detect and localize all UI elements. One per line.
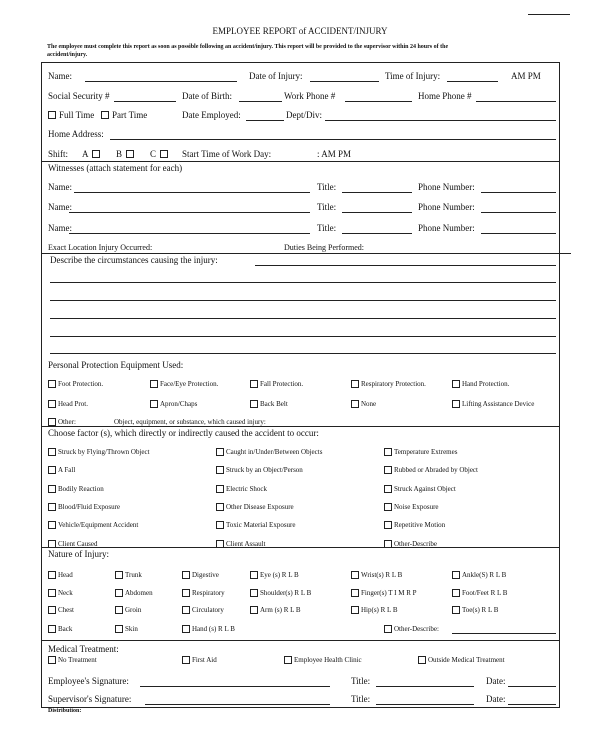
- part-time-label: Part Time: [112, 110, 148, 120]
- factor-label: A Fall: [58, 466, 76, 474]
- medical-heading: Medical Treatment:: [48, 644, 119, 654]
- start-time-ampm: : AM PM: [317, 149, 352, 159]
- home-phone-label: Home Phone #: [418, 91, 472, 101]
- ppe-checkbox[interactable]: [351, 380, 359, 388]
- factor-label: Client Assault: [226, 540, 266, 548]
- employee-title-label: Title:: [351, 676, 371, 686]
- factor-label: Blood/Fluid Exposure: [58, 503, 121, 511]
- ppe-checkbox[interactable]: [150, 380, 158, 388]
- witness-phone-field[interactable]: [481, 192, 556, 193]
- ppe-checkbox[interactable]: [452, 400, 460, 408]
- factor-checkbox[interactable]: [384, 485, 392, 493]
- medical-label: No Treatment: [58, 656, 97, 664]
- factors-heading: Choose factor (s), which directly or indirectly caused the accident to occur:: [48, 428, 319, 438]
- factor-checkbox[interactable]: [384, 448, 392, 456]
- shift-c-checkbox[interactable]: [160, 150, 168, 158]
- work-phone-label: Work Phone #: [284, 91, 336, 101]
- distribution-label: Distribution:: [48, 708, 82, 714]
- describe-label: Describe the circumstances causing the injury:: [50, 255, 218, 265]
- shift-a-checkbox[interactable]: [92, 150, 100, 158]
- ppe-label: Foot Protection.: [58, 380, 104, 388]
- describe-line[interactable]: [50, 336, 556, 337]
- ppe-heading: Personal Protection Equipment Used:: [48, 360, 184, 370]
- factor-checkbox[interactable]: [384, 521, 392, 529]
- injury-label: Foot/Feet R L B: [462, 589, 508, 597]
- time-of-injury-label: Time of Injury:: [385, 71, 441, 81]
- shift-label: Shift:: [48, 149, 69, 159]
- ppe-label: Face/Eye Protection.: [160, 380, 219, 388]
- home-address-label: Home Address:: [48, 129, 104, 139]
- ppe-other-checkbox[interactable]: [48, 418, 56, 426]
- factor-label: Client Caused: [58, 540, 98, 548]
- supervisor-signature-field[interactable]: [145, 704, 330, 705]
- dob-field[interactable]: [239, 101, 282, 102]
- dept-label: Dept/Div:: [286, 110, 322, 120]
- factor-checkbox[interactable]: [216, 540, 224, 548]
- date-of-injury-field[interactable]: [310, 81, 379, 82]
- witness-phone-label: Phone Number:: [418, 182, 475, 192]
- witness-title-label: Title:: [317, 202, 337, 212]
- injury-label: Circulatory: [192, 606, 224, 614]
- factor-label: Temperature Extremes: [394, 448, 458, 456]
- factor-checkbox[interactable]: [48, 521, 56, 529]
- injury-label: Skin: [125, 625, 138, 633]
- factor-label: Bodily Reaction: [58, 485, 104, 493]
- home-phone-field[interactable]: [476, 101, 556, 102]
- witness-phone-field[interactable]: [481, 212, 556, 213]
- ppe-label: Lifting Assistance Device: [462, 400, 535, 408]
- part-time-checkbox[interactable]: [101, 111, 109, 119]
- injury-checkbox[interactable]: [182, 589, 190, 597]
- duties-label: Duties Being Performed:: [284, 243, 364, 252]
- factor-checkbox[interactable]: [384, 466, 392, 474]
- ppe-label: Respiratory Protection.: [361, 380, 426, 388]
- ppe-checkbox[interactable]: [48, 380, 56, 388]
- medical-label: Employee Health Clinic: [294, 656, 362, 664]
- factor-label: Other Disease Exposure: [226, 503, 294, 511]
- witness-phone-label: Phone Number:: [418, 202, 475, 212]
- medical-label: Outside Medical Treatment: [428, 656, 505, 664]
- ppe-label: Head Prot.: [58, 400, 88, 408]
- factor-label: Struck by an Object/Person: [226, 466, 303, 474]
- factor-checkbox[interactable]: [48, 503, 56, 511]
- medical-checkbox[interactable]: [182, 656, 190, 664]
- employee-signature-label: Employee's Signature:: [48, 676, 129, 686]
- ppe-other-label: Other:: [58, 418, 76, 426]
- injury-label: Wrist(s) R L B: [361, 571, 403, 579]
- factor-label: Repetitive Motion: [394, 521, 446, 529]
- supervisor-title-field[interactable]: [376, 704, 474, 705]
- instructions-cont: accident/injury.: [47, 52, 88, 58]
- injury-label: Chest: [58, 606, 74, 614]
- supervisor-date-label: Date:: [486, 694, 506, 704]
- name-label: Name:: [48, 71, 72, 81]
- medical-label: First Aid: [192, 656, 217, 664]
- ppe-label: Fall Protection.: [260, 380, 304, 388]
- name-field[interactable]: [85, 81, 237, 82]
- injury-label: Trunk: [125, 571, 142, 579]
- injury-label: Groin: [125, 606, 142, 614]
- injury-checkbox[interactable]: [384, 625, 392, 633]
- injury-checkbox[interactable]: [48, 606, 56, 614]
- injury-checkbox[interactable]: [351, 571, 359, 579]
- witness-title-field[interactable]: [342, 212, 412, 213]
- ppe-label: Back Belt: [260, 400, 288, 408]
- dept-field[interactable]: [325, 120, 556, 121]
- witness-title-field[interactable]: [342, 233, 412, 234]
- injury-checkbox[interactable]: [115, 571, 123, 579]
- injury-label: Back: [58, 625, 73, 633]
- injury-label: Respiratory: [192, 589, 225, 597]
- work-phone-field[interactable]: [345, 101, 412, 102]
- divider: [41, 161, 560, 162]
- witness-name-label: Name:: [48, 182, 72, 192]
- employee-date-label: Date:: [486, 676, 506, 686]
- injury-checkbox[interactable]: [351, 606, 359, 614]
- am-pm: AM PM: [511, 71, 541, 81]
- divider: [41, 253, 571, 254]
- medical-checkbox[interactable]: [284, 656, 292, 664]
- ppe-checkbox[interactable]: [250, 400, 258, 408]
- ppe-label: Apron/Chaps: [160, 400, 198, 408]
- date-of-injury-label: Date of Injury:: [249, 71, 303, 81]
- full-time-label: Full Time: [59, 110, 95, 120]
- other-describe-field[interactable]: [452, 633, 556, 634]
- witness-title-label: Title:: [317, 182, 337, 192]
- witness-phone-label: Phone Number:: [418, 223, 475, 233]
- injury-checkbox[interactable]: [48, 589, 56, 597]
- employee-signature-field[interactable]: [140, 686, 330, 687]
- divider: [41, 547, 560, 548]
- injury-checkbox[interactable]: [452, 606, 460, 614]
- ppe-label: None: [361, 400, 377, 408]
- nature-heading: Nature of Injury:: [48, 549, 109, 559]
- injury-checkbox[interactable]: [48, 625, 56, 633]
- ppe-checkbox[interactable]: [150, 400, 158, 408]
- injury-checkbox[interactable]: [182, 571, 190, 579]
- injury-checkbox[interactable]: [452, 589, 460, 597]
- factor-checkbox[interactable]: [48, 485, 56, 493]
- describe-line[interactable]: [50, 300, 556, 301]
- shift-c-label: C: [150, 149, 157, 159]
- witness-name-field[interactable]: [74, 192, 310, 193]
- factor-checkbox[interactable]: [48, 540, 56, 548]
- injury-checkbox[interactable]: [182, 606, 190, 614]
- factor-checkbox[interactable]: [384, 540, 392, 548]
- supervisor-title-label: Title:: [351, 694, 371, 704]
- describe-line[interactable]: [50, 353, 556, 354]
- factor-label: Struck Against Object: [394, 485, 456, 493]
- describe-line[interactable]: [50, 282, 556, 283]
- injury-label: Head: [58, 571, 73, 579]
- injury-label: Hand (s) R L B: [192, 625, 235, 633]
- factor-checkbox[interactable]: [216, 466, 224, 474]
- employee-date-field[interactable]: [508, 686, 556, 687]
- full-time-checkbox[interactable]: [48, 111, 56, 119]
- witness-name-field[interactable]: [69, 212, 310, 213]
- injury-checkbox[interactable]: [452, 571, 460, 579]
- ppe-other-note: Object, equipment, or substance, which caused injury:: [114, 418, 266, 426]
- injury-label: Toe(s) R L B: [462, 606, 499, 614]
- home-address-field[interactable]: [110, 139, 556, 140]
- injury-label: Ankle(S) R L B: [462, 571, 507, 579]
- injury-checkbox[interactable]: [351, 589, 359, 597]
- factor-label: Toxic Material Exposure: [226, 521, 296, 529]
- factor-checkbox[interactable]: [384, 503, 392, 511]
- factor-checkbox[interactable]: [216, 485, 224, 493]
- witness-name-label: Name:: [48, 202, 72, 212]
- injury-checkbox[interactable]: [115, 589, 123, 597]
- injury-label: Other-Describe:: [394, 625, 439, 633]
- date-employed-field[interactable]: [246, 120, 284, 121]
- injury-checkbox[interactable]: [48, 571, 56, 579]
- factor-label: Electric Shock: [226, 485, 268, 493]
- injury-checkbox[interactable]: [250, 571, 258, 579]
- date-employed-label: Date Employed:: [182, 110, 241, 120]
- ssn-label: Social Security #: [48, 91, 110, 101]
- exact-location-label: Exact Location Injury Occurred:: [48, 243, 153, 252]
- injury-label: Finger(s) T I M R P: [361, 589, 417, 597]
- factor-label: Other-Describe: [394, 540, 438, 548]
- factor-checkbox[interactable]: [216, 448, 224, 456]
- ppe-checkbox[interactable]: [250, 380, 258, 388]
- factor-checkbox[interactable]: [216, 503, 224, 511]
- injury-label: Arm (s) R L B: [260, 606, 301, 614]
- dob-label: Date of Birth:: [182, 91, 232, 101]
- injury-label: Digestive: [192, 571, 219, 579]
- medical-checkbox[interactable]: [418, 656, 426, 664]
- ppe-other-field[interactable]: [313, 426, 556, 427]
- medical-checkbox[interactable]: [48, 656, 56, 664]
- supervisor-date-field[interactable]: [508, 704, 556, 705]
- injury-checkbox[interactable]: [250, 589, 258, 597]
- instructions: The employee must complete this report as soon as possible following an accident/injury. This report will be provided to the supervisor within 24 hours of the: [47, 44, 449, 50]
- witness-name-label: Name:: [48, 223, 72, 233]
- ppe-checkbox[interactable]: [452, 380, 460, 388]
- factor-label: Struck by Flying/Thrown Object: [58, 448, 150, 456]
- employee-title-field[interactable]: [376, 686, 474, 687]
- injury-label: Hip(s) R L B: [361, 606, 398, 614]
- ssn-field[interactable]: [114, 101, 176, 102]
- describe-field[interactable]: [255, 265, 556, 266]
- ppe-checkbox[interactable]: [351, 400, 359, 408]
- injury-checkbox[interactable]: [182, 625, 190, 633]
- divider: [41, 640, 560, 641]
- injury-checkbox[interactable]: [250, 606, 258, 614]
- factor-label: Caught in/Under/Between Objects: [226, 448, 323, 456]
- shift-b-checkbox[interactable]: [126, 150, 134, 158]
- injury-checkbox[interactable]: [115, 625, 123, 633]
- factor-checkbox[interactable]: [216, 521, 224, 529]
- witness-name-field[interactable]: [69, 233, 310, 234]
- time-of-injury-field[interactable]: [447, 81, 498, 82]
- factor-label: Vehicle/Equipment Accident: [58, 521, 139, 529]
- injury-label: Eye (s) R L B: [260, 571, 299, 579]
- start-time-label: Start Time of Work Day:: [182, 149, 272, 159]
- describe-line[interactable]: [50, 318, 556, 319]
- factor-checkbox[interactable]: [48, 466, 56, 474]
- witnesses-heading: Witnesses (attach statement for each): [48, 163, 183, 173]
- ppe-checkbox[interactable]: [48, 400, 56, 408]
- injury-checkbox[interactable]: [115, 606, 123, 614]
- injury-label: Neck: [58, 589, 73, 597]
- witness-title-field[interactable]: [342, 192, 412, 193]
- corner-rule: [528, 14, 570, 15]
- witness-phone-field[interactable]: [481, 233, 556, 234]
- factor-label: Noise Exposure: [394, 503, 439, 511]
- injury-label: Shoulder(s) R L B: [260, 589, 312, 597]
- ppe-label: Hand Protection.: [462, 380, 510, 388]
- factor-checkbox[interactable]: [48, 448, 56, 456]
- page-title: EMPLOYEE REPORT of ACCIDENT/INJURY: [212, 26, 388, 36]
- shift-b-label: B: [116, 149, 123, 159]
- witness-title-label: Title:: [317, 223, 337, 233]
- shift-a-label: A: [82, 149, 89, 159]
- factor-label: Rubbed or Abraded by Object: [394, 466, 478, 474]
- injury-label: Abdomen: [125, 589, 153, 597]
- supervisor-signature-label: Supervisor's Signature:: [48, 694, 132, 704]
